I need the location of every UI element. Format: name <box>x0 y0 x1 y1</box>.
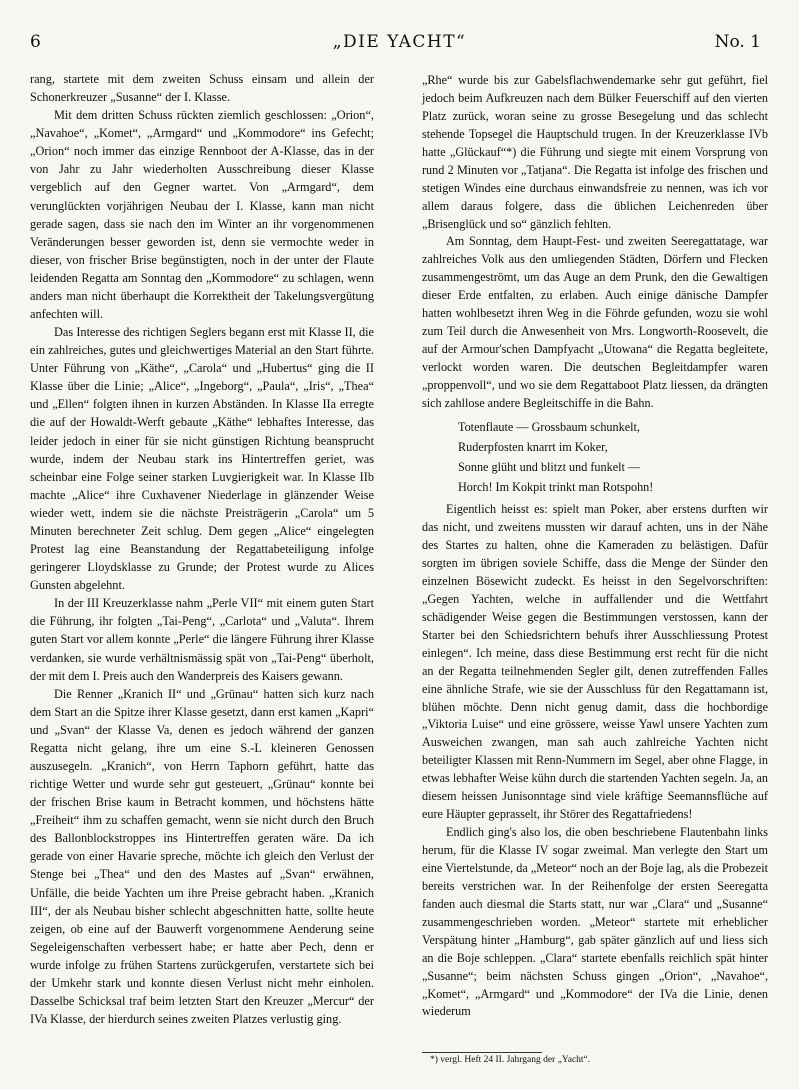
paragraph: Endlich ging's also los, die oben beschriebene Flautenbahn links herum, für die Klasse IV sogar zweimal. Man verlegte den Start um eine Viertelstunde, da „Meteor“ noch an der Boje lag, als die Probezeit bereits verstrichen war. In der Reihenfolge der ersten Seeregatta fanden auch diesmal die Starts statt, nur war „Clara“ und „Susanne“ zusammengeschrieben worden. „Meteor“ startete mit erheblicher Verspätung hinter „Hamburg“, gab später gänzlich auf und liess sich an die Boje schleppen. „Clara“ startete ebenfalls reichlich spät hinter „Susanne“; beim nächsten Schuss gingen „Orion“, „Navahoe“, „Komet“, „Armgard“ und „Kommodore“ der IVa die Linie, denen wiederum <box>422 825 768 1019</box>
paragraph: Das Interesse des richtigen Seglers begann erst mit Klasse II, die ein zahlreiches, gutes und gleichwertiges Material an den Start führte. Unter Führung von „Käthe“, „Carola“ und „Hubertus“ ging die II Klasse über die Linie; „Alice“, „Ingeborg“, „Paula“, „Iris“, „Thea“ und „Ellen“ folgten ihnen in kurzen Abständen. In Klasse IIa erregte die auf der Howaldt-Werft gebaute „Käthe“ lebhaftes Interesse, das leider jedoch in einer für sie nicht günstigen Richtung beansprucht wurde, indem der Neubau stark ins Hintertreffen geriet, was scheinbar eine Folge seiner starken Luvgierigkeit war. In Klasse IIb machte „Alice“ ihre Cuxhavener Niederlage in glänzender Weise wieder wett, indem sie die nächste Preisträgerin „Carola“ um 5 Minuten berechneter Zeit schlug. Dem gegen „Alice“ eingelegten Protest lag eine Beanstandung der Regattabeteiligung infolge geringerer Lloydsklasse zu Grunde; der Protest wurde zu Alices Gunsten abgelehnt. <box>30 325 374 593</box>
paragraph: rang, startete mit dem zweiten Schuss einsam und allein der Schonerkreuzer „Susanne“ der I. Klasse. <box>30 72 374 105</box>
verse-line: Horch! Im Kokpit trinkt man Rotspohn! <box>458 480 654 495</box>
paragraph: Mit dem dritten Schuss rückten ziemlich geschlossen: „Orion“, „Navahoe“, „Komet“, „Armgard“ und „Kommodore“ ins Gefecht; „Orion“ noch immer das einzige Rennboot der A-Klasse, das in der von Jahr zu Jahr wiederholten Ausschreibung dieser Klasse vergeblich auf den Gegner wartet. Von „Armgard“, dem verunglückten vorjährigen Neubau der I. Klasse, kann man nicht gerade sagen, dass sie nach den im Winter an ihr vorgenommenen Veränderungen besser geworden ist, denn sie vermochte weder in dieser, von frischer Brise begünstigten, noch in der unter der Flaute leidenden Regatta am Sonntag den „Kommodore“ zu schlagen, wenn anders man nicht überhaupt die Korrektheit der Takelungsvergütung anfechten will. <box>30 108 374 322</box>
page-header <box>0 28 799 56</box>
verse-line: Ruderpfosten knarrt im Koker, <box>458 439 608 454</box>
footnote-rule <box>422 1052 542 1053</box>
page-number: 6 <box>30 32 41 52</box>
paragraph: Die Renner „Kranich II“ und „Grünau“ hatten sich kurz nach dem Start an die Spitze ihrer Klasse gesetzt, dann erst kamen „Kapri“ und „Svan“ der Klasse Va, denen es jedoch während der ganzen Regatta nicht gelang, ihre um eine S.-L kleineren Genossen auszusegeln. „Kranich“, von Herrn Taphorn geführt, hatte das richtige Wetter und wurde sehr gut gesteuert, „Grünau“ konnte bei der frischen Brise kaum in Betracht kommen, und höchstens hätte „Freiheit“ ihm zu schaffen gemacht, wenn sie nicht durch den Bruch des Ballonblockstroppes ins Hintertreffen geraten wäre. Da ich gerade von einer Havarie spreche, möchte ich gleich den Verlust der Stenge bei „Thea“ und den des Mastes auf „Svan“ erwähnen, Unfälle, die beide Yachten um ihre Preise gebracht haben. „Kranich III“, der als Neubau bisher schlecht abgeschnitten hatte, sollte heute zeigen, ob eine auf der Bauwerft vorgenommene Aenderung seine Segeleigenschaften verbessert habe; er hatte aber Pech, denn er wurde infolge zu frühen Startens zurückgerufen, verstartete sich bei der Umkehr stark und konnte diesen Verlust nicht mehr einholen. Dasselbe Schicksal traf beim letzten Start den Kreuzer „Mercur“ der IVa Klasse, der hierdurch seines zweiten Platzes verlustig ging. <box>30 686 374 1027</box>
verse <box>458 417 768 497</box>
paragraph: In der III Kreuzerklasse nahm „Perle VII“ mit einem guten Start die Führung, ihr folgten „Tai-Peng“, „Carlota“ und „Valuta“. Ihrem guten Start vor allem konnte „Perle“ die längere Führung ihrer Klasse verdanken, sie wurde verhältnismässig spät von „Tai-Peng“ überholt, der mit dem I. Preis auch den Wanderpreis des Kaisers gewann. <box>30 596 374 683</box>
paragraph: Am Sonntag, dem Haupt-Fest- und zweiten Seeregattatage, war zahlreiches Volk aus den umliegenden Städten, Dörfern und Flecken zusammengeströmt, um das Auge an dem Prunk, den die Gewaltigen dieser Erde entfalten, zu erlaben. Auch einige dänische Dampfer hatten wohlbesetzt ihren Weg in die Föhrde gefunden, wozu sie wohl zum Teil durch die Anwesenheit von Mrs. Longworth-Roosevelt, die auf der Armour'schen Dampfyacht „Utowana“ die Regatta begleitete, verlockt worden waren. Die deutschen Begleitdampfer waren „proppenvoll“, und wo sie dem Regattaboot Platz liessen, da drängten sich zahllose andere Begleitschiffe in die Bahn. <box>422 234 768 410</box>
verse-line: Totenflaute — Grossbaum schunkelt, <box>458 419 640 434</box>
footnote: *) vergl. Heft 24 II. Jahrgang der „Yacht“. <box>430 1055 591 1065</box>
running-title: „DIE YACHT“ <box>332 32 467 52</box>
right-column <box>422 72 768 1021</box>
paragraph: „Rhe“ wurde bis zur Gabelsflachwendemarke sehr gut geführt, fiel jedoch beim Aufkreuzen nach dem Bülker Feuerschiff auf den vierten Platz zurück, woran seine zu grosse Besegelung und das schlecht stehende Topsegel die Hauptschuld trugen. In der Kreuzerklasse IVb hatte „Glückauf“*) die Führung und siegte mit einem Vorsprung von rund 2 Minuten vor „Tatjana“. Die Regatta ist infolge des frischen und stetigen Windes eine durchaus einwandsfreie zu nennen, was ich vor allem daraus folgere, dass die üblichen Leichenreden über „Brisenglück und so“ gänzlich fehlten. <box>422 73 768 231</box>
issue-number: No. 1 <box>714 32 761 52</box>
left-column <box>30 70 374 1028</box>
paragraph: Eigentlich heisst es: spielt man Poker, aber erstens durften wir das nicht, und zweitens mussten wir darauf achten, uns in der Nähe des Startes zu halten, ohne die Kameraden zu belästigen. Dafür sorgten im übrigen soviele Schiffe, dass die Menge der Sünder den einzelnen Bösewicht zudeckt. Es heisst in den Segelvorschriften: „Gegen Yachten, welche in auffallender und die Wettfahrt schädigender Weise gegen die Bestimmungen verstossen, kann der Starter bei den Schiedsrichtern behufs ihrer Ausschliessung Protest einlegen“. Ich meine, dass diese Bestimmung erst recht für die nicht an der Regatta teilnehmenden Segler gilt, denen zutreffenden Falles eine ähnliche Strafe, wie sie der Ausschluss für den Regattamann ist, blühen möchte. Denn nicht genug damit, dass die hochbordige „Viktoria Luise“ und eine grössere, weisse Yawl unsere Yachten zum Ausweichen zwangen, man sah auch zahlreiche Yachten nicht beteiligter Klassen mit Renn-Nummern im Segel, aber ohne Flagge, in etwas lebhafter Weise kühn durch die startenden Yachten segeln. Ja, an diesem heissen Junisonntage sind viele kräftige Seemannsflüche auf eure Häupter geprasselt, ihr Störer des Regattafriedens! <box>422 502 768 822</box>
verse-line: Sonne glüht und blitzt und funkelt — <box>458 460 641 474</box>
